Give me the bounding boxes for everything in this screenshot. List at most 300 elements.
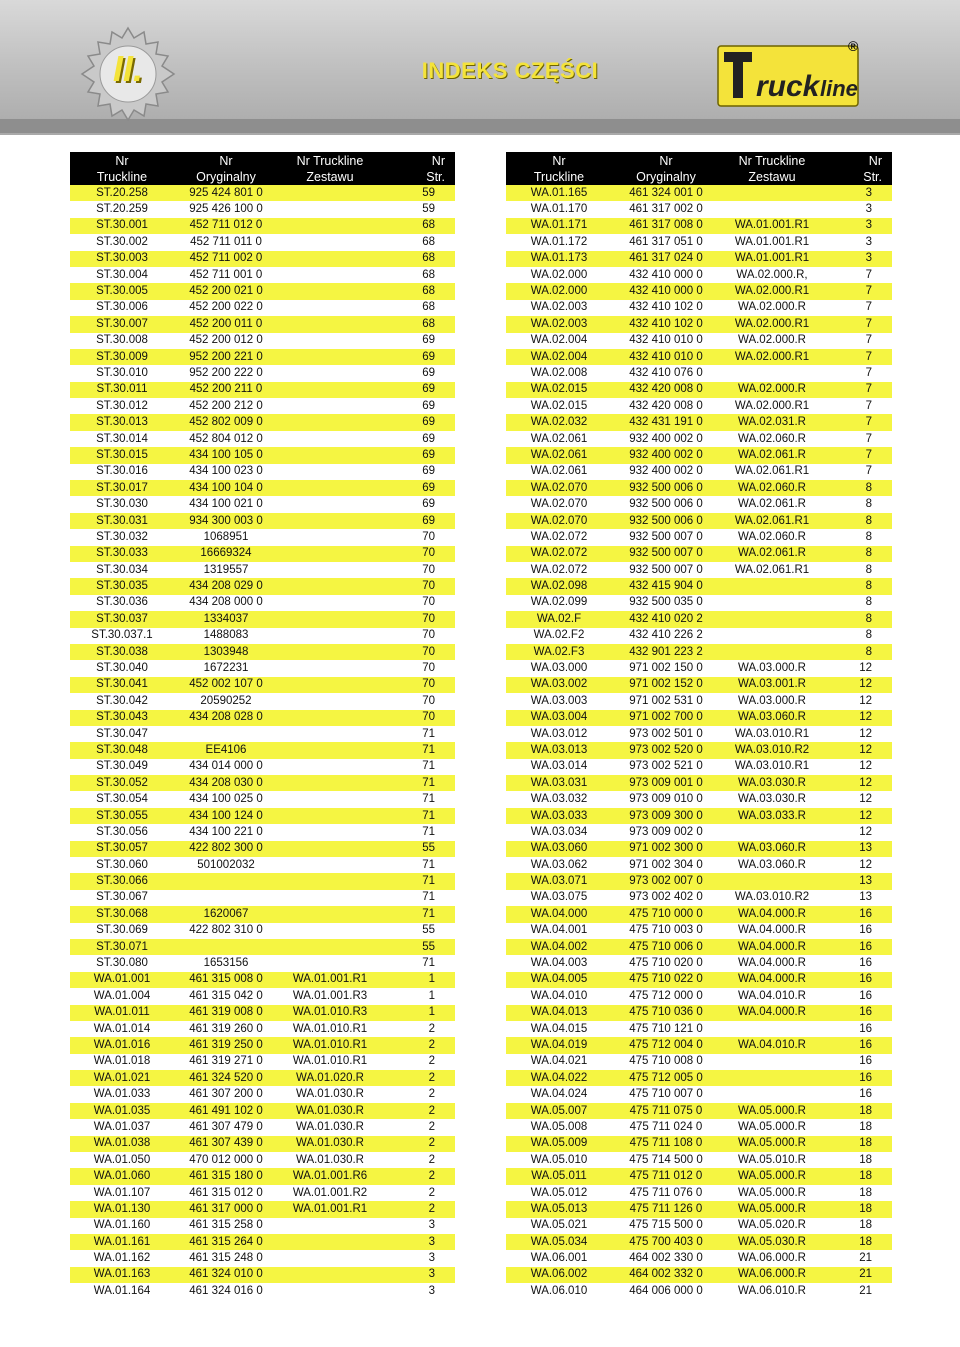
cell-nr-oryginalny: 461 324 001 0 [612,185,720,201]
cell-nr-truckline: WA.02.F2 [506,628,612,644]
table-row [506,759,892,775]
cell-nr-truckline: ST.30.080 [70,955,174,971]
cell-nr-str: 70 [382,710,455,726]
cell-nr-zestawu: WA.01.001.R1 [720,218,824,234]
cell-nr-oryginalny: 1672231 [174,660,278,676]
cell-nr-zestawu: WA.05.000.R [720,1103,824,1119]
cell-nr-str: 8 [824,480,892,496]
cell-nr-str: 12 [824,759,892,775]
cell-nr-truckline: ST.30.038 [70,644,174,660]
table-row [70,841,455,857]
cell-nr-zestawu: WA.02.000.R [720,333,824,349]
col-header-nr-oryginalny: Nr Oryginalny [174,152,278,185]
cell-nr-str: 68 [382,316,455,332]
cell-nr-str: 16 [824,972,892,988]
cell-nr-oryginalny: 971 002 531 0 [612,693,720,709]
cell-nr-oryginalny: 461 324 016 0 [174,1283,278,1299]
cell-nr-oryginalny: 475 700 403 0 [612,1234,720,1250]
cell-nr-zestawu: WA.01.030.R [278,1152,382,1168]
cell-nr-truckline: WA.04.001 [506,923,612,939]
cell-nr-oryginalny: 422 802 310 0 [174,923,278,939]
table-row [506,464,892,480]
cell-nr-truckline: ST.30.003 [70,251,174,267]
table-row [506,218,892,234]
cell-nr-truckline: WA.01.021 [70,1070,174,1086]
cell-nr-truckline: WA.03.032 [506,791,612,807]
cell-nr-truckline: WA.02.003 [506,316,612,332]
cell-nr-truckline: WA.04.005 [506,972,612,988]
cell-nr-zestawu: WA.01.001.R3 [278,988,382,1004]
cell-nr-oryginalny: 422 802 300 0 [174,841,278,857]
cell-nr-str: 2 [382,1086,455,1102]
cell-nr-oryginalny: 461 315 042 0 [174,988,278,1004]
cell-nr-oryginalny: 475 710 022 0 [612,972,720,988]
cell-nr-str: 18 [824,1152,892,1168]
cell-nr-truckline: ST.30.007 [70,316,174,332]
table-row [70,595,455,611]
cell-nr-str: 16 [824,988,892,1004]
cell-nr-zestawu [278,873,382,889]
table-row [506,1201,892,1217]
cell-nr-str: 55 [382,939,455,955]
cell-nr-truckline: WA.03.062 [506,857,612,873]
cell-nr-truckline: ST.30.068 [70,906,174,922]
cell-nr-zestawu [278,234,382,250]
cell-nr-oryginalny: 461 315 248 0 [174,1250,278,1266]
cell-nr-zestawu [278,333,382,349]
cell-nr-oryginalny: 461 324 520 0 [174,1070,278,1086]
cell-nr-oryginalny: 1488083 [174,628,278,644]
cell-nr-str: 3 [824,218,892,234]
cell-nr-oryginalny: 461 317 008 0 [612,218,720,234]
cell-nr-truckline: WA.02.061 [506,431,612,447]
cell-nr-str: 71 [382,775,455,791]
cell-nr-truckline: WA.06.002 [506,1267,612,1283]
table-row [506,693,892,709]
cell-nr-oryginalny: 475 711 024 0 [612,1119,720,1135]
cell-nr-oryginalny: 432 410 010 0 [612,349,720,365]
cell-nr-oryginalny: 432 410 076 0 [612,365,720,381]
table-row [506,841,892,857]
cell-nr-zestawu: WA.03.030.R [720,775,824,791]
table-row [70,234,455,250]
cell-nr-str: 3 [382,1234,455,1250]
cell-nr-truckline: WA.01.033 [70,1086,174,1102]
cell-nr-zestawu: WA.01.010.R1 [278,1054,382,1070]
cell-nr-truckline: ST.30.032 [70,529,174,545]
cell-nr-oryginalny: 461 317 002 0 [612,201,720,217]
cell-nr-zestawu [278,201,382,217]
table-row [506,365,892,381]
table-row [506,333,892,349]
cell-nr-zestawu [720,1021,824,1037]
table-row [70,349,455,365]
cell-nr-str: 70 [382,660,455,676]
cell-nr-oryginalny: 434 100 221 0 [174,824,278,840]
cell-nr-truckline: ST.30.031 [70,513,174,529]
cell-nr-zestawu [720,365,824,381]
cell-nr-zestawu [278,480,382,496]
cell-nr-truckline: ST.30.002 [70,234,174,250]
cell-nr-zestawu [278,791,382,807]
table-row [70,431,455,447]
cell-nr-str: 8 [824,611,892,627]
cell-nr-str: 7 [824,283,892,299]
cell-nr-oryginalny: 971 002 300 0 [612,841,720,857]
cell-nr-oryginalny: 1319557 [174,562,278,578]
cell-nr-truckline: ST.30.011 [70,382,174,398]
cell-nr-str: 18 [824,1185,892,1201]
cell-nr-truckline: ST.30.013 [70,414,174,430]
cell-nr-oryginalny: 475 712 000 0 [612,988,720,1004]
cell-nr-str: 71 [382,906,455,922]
cell-nr-zestawu [720,1070,824,1086]
table-row [70,808,455,824]
cell-nr-str: 16 [824,923,892,939]
cell-nr-str: 55 [382,841,455,857]
cell-nr-str: 70 [382,529,455,545]
table-row [506,1136,892,1152]
cell-nr-truckline: WA.02.061 [506,464,612,480]
table-row [506,972,892,988]
cell-nr-str: 12 [824,775,892,791]
cell-nr-str: 16 [824,1037,892,1053]
cell-nr-zestawu: WA.01.030.R [278,1136,382,1152]
cell-nr-str: 18 [824,1201,892,1217]
cell-nr-zestawu [278,595,382,611]
table-row [70,906,455,922]
cell-nr-zestawu: WA.05.000.R [720,1119,824,1135]
cell-nr-truckline: ST.30.034 [70,562,174,578]
cell-nr-zestawu: WA.04.000.R [720,1005,824,1021]
cell-nr-str: 2 [382,1201,455,1217]
table-row [506,1250,892,1266]
cell-nr-oryginalny: 1068951 [174,529,278,545]
cell-nr-truckline: WA.02.004 [506,349,612,365]
cell-nr-oryginalny: 461 315 012 0 [174,1185,278,1201]
cell-nr-zestawu: WA.01.001.R2 [278,1185,382,1201]
cell-nr-oryginalny: 973 002 501 0 [612,726,720,742]
cell-nr-str: 18 [824,1103,892,1119]
cell-nr-zestawu: WA.02.031.R [720,414,824,430]
cell-nr-str: 12 [824,808,892,824]
cell-nr-str: 69 [382,414,455,430]
cell-nr-oryginalny: 461 315 264 0 [174,1234,278,1250]
cell-nr-str: 12 [824,791,892,807]
cell-nr-str: 3 [824,234,892,250]
cell-nr-str: 68 [382,251,455,267]
table-row [506,1119,892,1135]
table-row [506,742,892,758]
cell-nr-str: 69 [382,382,455,398]
table-row [506,1267,892,1283]
table-row [70,857,455,873]
cell-nr-zestawu [278,955,382,971]
cell-nr-oryginalny: 434 100 021 0 [174,496,278,512]
registered-mark: ® [848,38,859,54]
table-row [70,365,455,381]
cell-nr-truckline: WA.01.160 [70,1218,174,1234]
cell-nr-oryginalny: 475 714 500 0 [612,1152,720,1168]
cell-nr-str: 8 [824,644,892,660]
cell-nr-truckline: WA.03.033 [506,808,612,824]
cell-nr-zestawu: WA.02.060.R [720,529,824,545]
cell-nr-str: 70 [382,562,455,578]
cell-nr-oryginalny: 475 711 075 0 [612,1103,720,1119]
cell-nr-str: 2 [382,1152,455,1168]
cell-nr-truckline: WA.01.038 [70,1136,174,1152]
cell-nr-truckline: WA.02.015 [506,382,612,398]
cell-nr-oryginalny [174,726,278,742]
cell-nr-truckline: WA.02.F3 [506,644,612,660]
cell-nr-truckline: ST.30.043 [70,710,174,726]
cell-nr-oryginalny: 461 319 260 0 [174,1021,278,1037]
table-row [506,1005,892,1021]
cell-nr-oryginalny: 452 200 012 0 [174,333,278,349]
cell-nr-str: 69 [382,431,455,447]
cell-nr-oryginalny: 932 500 035 0 [612,595,720,611]
cell-nr-oryginalny: 973 002 007 0 [612,873,720,889]
cell-nr-zestawu [720,578,824,594]
cell-nr-str: 12 [824,726,892,742]
cell-nr-truckline: ST.30.055 [70,808,174,824]
table-row [70,1054,455,1070]
cell-nr-truckline: WA.02.032 [506,414,612,430]
cell-nr-str: 71 [382,759,455,775]
cell-nr-zestawu [720,611,824,627]
cell-nr-str: 69 [382,398,455,414]
cell-nr-truckline: WA.05.013 [506,1201,612,1217]
table-row [506,496,892,512]
cell-nr-oryginalny: 461 324 010 0 [174,1267,278,1283]
table-row [506,660,892,676]
cell-nr-str: 16 [824,1054,892,1070]
cell-nr-str: 7 [824,414,892,430]
cell-nr-truckline: WA.01.037 [70,1119,174,1135]
cell-nr-truckline: ST.30.001 [70,218,174,234]
cell-nr-truckline: WA.03.004 [506,710,612,726]
cell-nr-truckline: ST.30.009 [70,349,174,365]
cell-nr-str: 68 [382,300,455,316]
cell-nr-oryginalny: 452 711 012 0 [174,218,278,234]
table-row [506,988,892,1004]
table-row [70,201,455,217]
table-row [506,791,892,807]
cell-nr-str: 59 [382,201,455,217]
cell-nr-oryginalny: 461 317 000 0 [174,1201,278,1217]
table-row [70,628,455,644]
cell-nr-str: 7 [824,300,892,316]
cell-nr-oryginalny: 432 410 000 0 [612,267,720,283]
cell-nr-oryginalny [174,890,278,906]
cell-nr-zestawu [278,742,382,758]
cell-nr-zestawu: WA.01.030.R [278,1103,382,1119]
col-header-nr-str: Nr Str. [824,152,892,185]
cell-nr-str: 68 [382,267,455,283]
cell-nr-oryginalny: 432 420 008 0 [612,382,720,398]
cell-nr-str: 7 [824,447,892,463]
cell-nr-oryginalny: 475 711 012 0 [612,1168,720,1184]
cell-nr-zestawu: WA.05.000.R [720,1168,824,1184]
cell-nr-zestawu: WA.03.033.R [720,808,824,824]
cell-nr-truckline: WA.02.015 [506,398,612,414]
cell-nr-truckline: WA.01.107 [70,1185,174,1201]
cell-nr-truckline: WA.02.099 [506,595,612,611]
cell-nr-str: 2 [382,1037,455,1053]
cell-nr-oryginalny: 434 208 029 0 [174,578,278,594]
cell-nr-str: 70 [382,628,455,644]
cell-nr-str: 8 [824,628,892,644]
table-row [70,1119,455,1135]
table-row [506,1070,892,1086]
cell-nr-zestawu [278,349,382,365]
cell-nr-zestawu: WA.04.000.R [720,906,824,922]
table-row [506,300,892,316]
cell-nr-truckline: WA.06.010 [506,1283,612,1299]
cell-nr-zestawu: WA.01.001.R1 [720,251,824,267]
cell-nr-zestawu: WA.03.010.R2 [720,890,824,906]
cell-nr-oryginalny: 973 009 001 0 [612,775,720,791]
cell-nr-str: 18 [824,1119,892,1135]
page-title: INDEKS CZĘŚCI [421,58,599,83]
cell-nr-zestawu: WA.05.010.R [720,1152,824,1168]
cell-nr-oryginalny: 464 006 000 0 [612,1283,720,1299]
cell-nr-str: 3 [382,1250,455,1266]
cell-nr-zestawu: WA.03.060.R [720,841,824,857]
cell-nr-str: 12 [824,742,892,758]
cell-nr-zestawu [278,693,382,709]
cell-nr-zestawu [720,595,824,611]
table-row [506,1152,892,1168]
cell-nr-oryginalny: 932 500 006 0 [612,513,720,529]
cell-nr-oryginalny: 925 426 100 0 [174,201,278,217]
table-row [70,759,455,775]
cell-nr-truckline: WA.04.024 [506,1086,612,1102]
cell-nr-truckline: WA.04.002 [506,939,612,955]
table-row [70,546,455,562]
cell-nr-str: 1 [382,1005,455,1021]
cell-nr-oryginalny: 432 410 000 0 [612,283,720,299]
cell-nr-str: 71 [382,791,455,807]
cell-nr-truckline: WA.01.163 [70,1267,174,1283]
table-row [70,923,455,939]
cell-nr-zestawu: WA.01.001.R1 [278,972,382,988]
cell-nr-zestawu: WA.04.010.R [720,988,824,1004]
cell-nr-truckline: WA.02.003 [506,300,612,316]
cell-nr-truckline: ST.20.259 [70,201,174,217]
cell-nr-str: 7 [824,398,892,414]
cell-nr-str: 18 [824,1168,892,1184]
table-row [70,972,455,988]
cell-nr-oryginalny: 973 002 402 0 [612,890,720,906]
cell-nr-zestawu [278,300,382,316]
cell-nr-zestawu [278,546,382,562]
cell-nr-str: 7 [824,333,892,349]
cell-nr-truckline: ST.30.033 [70,546,174,562]
cell-nr-str: 16 [824,906,892,922]
cell-nr-str: 3 [382,1283,455,1299]
cell-nr-truckline: ST.30.052 [70,775,174,791]
cell-nr-str: 70 [382,546,455,562]
cell-nr-str: 7 [824,365,892,381]
cell-nr-oryginalny: 434 100 023 0 [174,464,278,480]
cell-nr-oryginalny: 452 711 001 0 [174,267,278,283]
cell-nr-str: 1 [382,972,455,988]
cell-nr-oryginalny: 432 410 020 2 [612,611,720,627]
cell-nr-oryginalny: 432 415 904 0 [612,578,720,594]
cell-nr-truckline: WA.01.172 [506,234,612,250]
table-row [70,1136,455,1152]
table-row [70,939,455,955]
cell-nr-truckline: ST.30.054 [70,791,174,807]
table-row [506,873,892,889]
cell-nr-truckline: WA.02.061 [506,447,612,463]
cell-nr-str: 8 [824,562,892,578]
cell-nr-zestawu [278,185,382,201]
cell-nr-oryginalny: 932 500 007 0 [612,546,720,562]
cell-nr-oryginalny: 973 009 300 0 [612,808,720,824]
cell-nr-oryginalny: 461 317 024 0 [612,251,720,267]
cell-nr-oryginalny: 475 715 500 0 [612,1218,720,1234]
cell-nr-truckline: ST.20.258 [70,185,174,201]
cell-nr-oryginalny: 475 712 005 0 [612,1070,720,1086]
cell-nr-zestawu: WA.05.000.R [720,1201,824,1217]
cell-nr-oryginalny: 475 710 007 0 [612,1086,720,1102]
table-row [70,611,455,627]
table-row [506,234,892,250]
cell-nr-zestawu: WA.02.000.R [720,382,824,398]
cell-nr-zestawu [278,824,382,840]
cell-nr-zestawu: WA.02.000.R1 [720,283,824,299]
cell-nr-zestawu: WA.02.061.R [720,546,824,562]
cell-nr-truckline: WA.04.000 [506,906,612,922]
cell-nr-oryginalny: 461 315 258 0 [174,1218,278,1234]
cell-nr-truckline: WA.04.010 [506,988,612,1004]
cell-nr-oryginalny: 434 208 030 0 [174,775,278,791]
cell-nr-str: 69 [382,480,455,496]
cell-nr-oryginalny [174,939,278,955]
cell-nr-zestawu: WA.02.000.R, [720,267,824,283]
cell-nr-str: 69 [382,464,455,480]
cell-nr-str: 71 [382,726,455,742]
cell-nr-str: 7 [824,349,892,365]
cell-nr-zestawu: WA.05.020.R [720,1218,824,1234]
cell-nr-str: 13 [824,873,892,889]
table-row [70,480,455,496]
cell-nr-str: 2 [382,1136,455,1152]
table-row [506,251,892,267]
table-row [70,742,455,758]
table-row [506,201,892,217]
cell-nr-str: 13 [824,841,892,857]
cell-nr-truckline: WA.02.070 [506,496,612,512]
cell-nr-oryginalny: 434 208 000 0 [174,595,278,611]
table-row [70,562,455,578]
table-row [506,578,892,594]
cell-nr-truckline: WA.04.021 [506,1054,612,1070]
cell-nr-zestawu [278,447,382,463]
cell-nr-truckline: WA.03.000 [506,660,612,676]
table-row [506,1185,892,1201]
cell-nr-str: 2 [382,1103,455,1119]
table-row [506,562,892,578]
table-row [506,398,892,414]
table-row [506,1283,892,1299]
cell-nr-zestawu: WA.04.010.R [720,1037,824,1053]
cell-nr-str: 13 [824,890,892,906]
cell-nr-oryginalny: 432 410 226 2 [612,628,720,644]
table-row [506,1103,892,1119]
